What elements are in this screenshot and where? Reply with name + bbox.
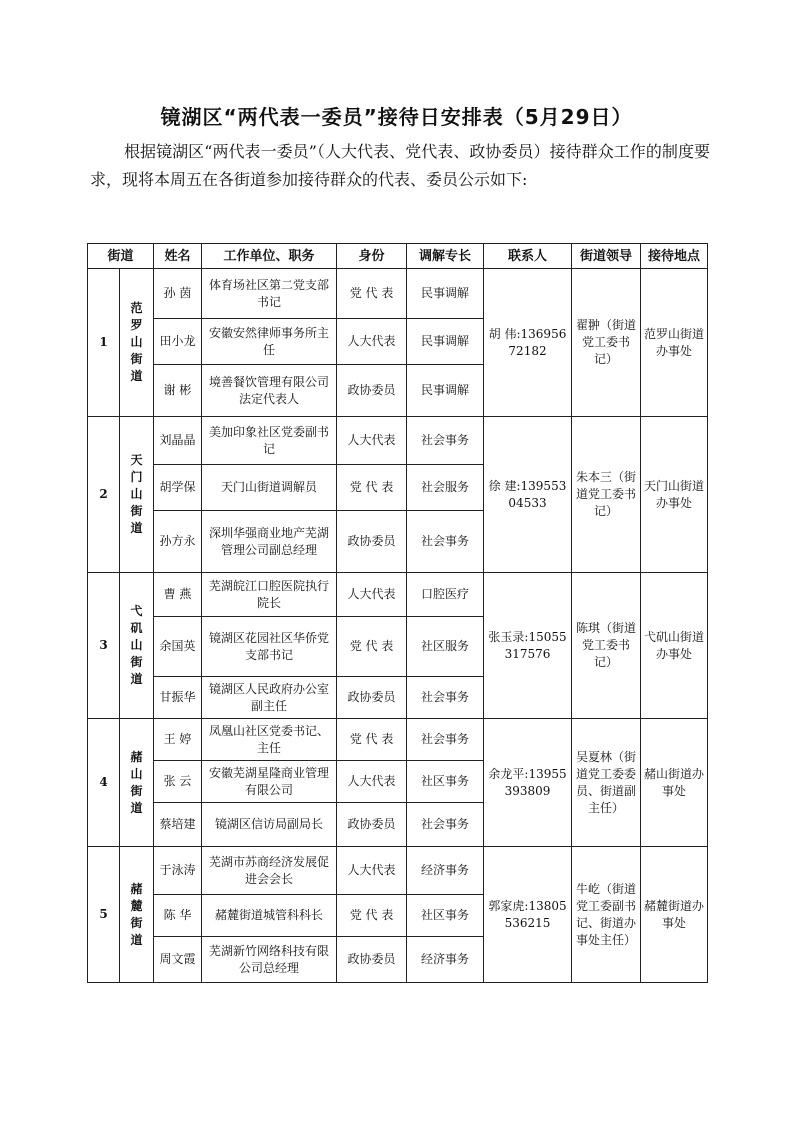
- person-name: 胡学保: [154, 465, 202, 511]
- street-name: [120, 719, 154, 847]
- contact-person: 郭家虎:13805536215: [484, 847, 572, 983]
- table-row: [88, 269, 708, 319]
- mediation-skill: 民事调解: [407, 269, 484, 319]
- street-leader: 牛屹（街道党工委副书记、街道办事处主任）: [572, 847, 641, 983]
- table-row: [88, 719, 708, 761]
- reception-location: 弋矶山街道办事处: [641, 573, 708, 719]
- work-unit: 赭麓街道城管科科长: [202, 895, 337, 937]
- work-unit: 美加印象社区党委副书记: [202, 417, 337, 465]
- header-location: 接待地点: [641, 244, 708, 269]
- work-unit: 凤凰山社区党委书记、主任: [202, 719, 337, 761]
- mediation-skill: 民事调解: [407, 319, 484, 365]
- street-name-text: 赭山街道: [130, 749, 143, 815]
- street-name: [120, 573, 154, 719]
- person-name: 谢 彬: [154, 365, 202, 417]
- reception-location: 天门山街道办事处: [641, 417, 708, 573]
- contact-person: 张玉录:15055317576: [484, 573, 572, 719]
- work-unit: 镜湖区信访局副局长: [202, 803, 337, 847]
- header-name: 姓名: [154, 244, 202, 269]
- contact-person: 余龙平:13955393809: [484, 719, 572, 847]
- work-unit: 安徽芜湖星隆商业管理有限公司: [202, 761, 337, 803]
- street-name: [120, 847, 154, 983]
- person-name: 刘晶晶: [154, 417, 202, 465]
- mediation-skill: 口腔医疗: [407, 573, 484, 617]
- header-street: 街道: [88, 244, 154, 269]
- identity: 党 代 表: [337, 895, 407, 937]
- identity: 人大代表: [337, 417, 407, 465]
- street-leader: 吴夏林（街道党工委委员、街道副主任）: [572, 719, 641, 847]
- work-unit: 镜湖区花园社区华侨党支部书记: [202, 617, 337, 677]
- contact-person: 徐 建:13955304533: [484, 417, 572, 573]
- street-leader: 陈琪（街道党工委书记）: [572, 573, 641, 719]
- identity: 人大代表: [337, 573, 407, 617]
- reception-location: 赭山街道办事处: [641, 719, 708, 847]
- mediation-skill: 社区服务: [407, 617, 484, 677]
- mediation-skill: 社区事务: [407, 761, 484, 803]
- work-unit: 天门山街道调解员: [202, 465, 337, 511]
- identity: 政协委员: [337, 511, 407, 573]
- street-name: [120, 269, 154, 417]
- person-name: 蔡培建: [154, 803, 202, 847]
- identity: 政协委员: [337, 365, 407, 417]
- header-leader: 街道领导: [572, 244, 641, 269]
- work-unit: 芜湖市苏商经济发展促进会会长: [202, 847, 337, 895]
- mediation-skill: 社会服务: [407, 465, 484, 511]
- intro-paragraph: 根据镜湖区“两代表一委员”（人大代表、党代表、政协委员）接待群众工作的制度要求，现将本周五在各街道参加接待群众的代表、委员公示如下:: [90, 142, 710, 189]
- page-title: 镜湖区“两代表一委员”接待日安排表（5月29日）: [160, 105, 633, 129]
- work-unit: 芜湖皖江口腔医院执行院长: [202, 573, 337, 617]
- street-leader: 翟翀（街道党工委书记）: [572, 269, 641, 417]
- row-number: 2: [88, 417, 120, 573]
- person-name: 孙方永: [154, 511, 202, 573]
- work-unit: 镜湖区人民政府办公室副主任: [202, 677, 337, 719]
- work-unit: 芜湖新竹网络科技有限公司总经理: [202, 937, 337, 983]
- street-name-text: 赭麓街道: [130, 881, 143, 947]
- identity: 党 代 表: [337, 465, 407, 511]
- person-name: 余国英: [154, 617, 202, 677]
- identity: 党 代 表: [337, 269, 407, 319]
- street-name-text: 范罗山街道: [130, 301, 143, 383]
- table-row: [88, 847, 708, 895]
- mediation-skill: 社会事务: [407, 417, 484, 465]
- person-name: 曹 燕: [154, 573, 202, 617]
- street-name-text: 弋矶山街道: [130, 604, 143, 686]
- street-name: [120, 417, 154, 573]
- person-name: 陈 华: [154, 895, 202, 937]
- schedule-table: [87, 243, 708, 983]
- person-name: 孙 茵: [154, 269, 202, 319]
- identity: 人大代表: [337, 319, 407, 365]
- person-name: 于泳涛: [154, 847, 202, 895]
- identity: 政协委员: [337, 677, 407, 719]
- row-number: 1: [88, 269, 120, 417]
- identity: 政协委员: [337, 803, 407, 847]
- work-unit: 安徽安然律师事务所主任: [202, 319, 337, 365]
- row-number: 4: [88, 719, 120, 847]
- header-unit: 工作单位、职务: [202, 244, 337, 269]
- mediation-skill: 经济事务: [407, 847, 484, 895]
- mediation-skill: 社会事务: [407, 803, 484, 847]
- contact-person: 胡 伟:13695672182: [484, 269, 572, 417]
- table-row: [88, 417, 708, 465]
- work-unit: 深圳华强商业地产芜湖管理公司副总经理: [202, 511, 337, 573]
- row-number: 5: [88, 847, 120, 983]
- mediation-skill: 社会事务: [407, 719, 484, 761]
- street-name-text: 天门山街道: [130, 453, 143, 535]
- table-header-row: [88, 244, 708, 269]
- mediation-skill: 经济事务: [407, 937, 484, 983]
- mediation-skill: 社会事务: [407, 511, 484, 573]
- work-unit: 境善餐饮管理有限公司法定代表人: [202, 365, 337, 417]
- identity: 人大代表: [337, 847, 407, 895]
- person-name: 甘振华: [154, 677, 202, 719]
- person-name: 王 婷: [154, 719, 202, 761]
- mediation-skill: 社会事务: [407, 677, 484, 719]
- person-name: 张 云: [154, 761, 202, 803]
- row-number: 3: [88, 573, 120, 719]
- reception-location: 赭麓街道办事处: [641, 847, 708, 983]
- mediation-skill: 社区事务: [407, 895, 484, 937]
- identity: 党 代 表: [337, 719, 407, 761]
- header-role: 身份: [337, 244, 407, 269]
- identity: 人大代表: [337, 761, 407, 803]
- mediation-skill: 民事调解: [407, 365, 484, 417]
- street-leader: 朱本三（街道党工委书记）: [572, 417, 641, 573]
- person-name: 周文霞: [154, 937, 202, 983]
- identity: 党 代 表: [337, 617, 407, 677]
- work-unit: 体育场社区第二党支部书记: [202, 269, 337, 319]
- header-contact: 联系人: [484, 244, 572, 269]
- identity: 政协委员: [337, 937, 407, 983]
- table-row: [88, 573, 708, 617]
- header-skill: 调解专长: [407, 244, 484, 269]
- person-name: 田小龙: [154, 319, 202, 365]
- reception-location: 范罗山街道办事处: [641, 269, 708, 417]
